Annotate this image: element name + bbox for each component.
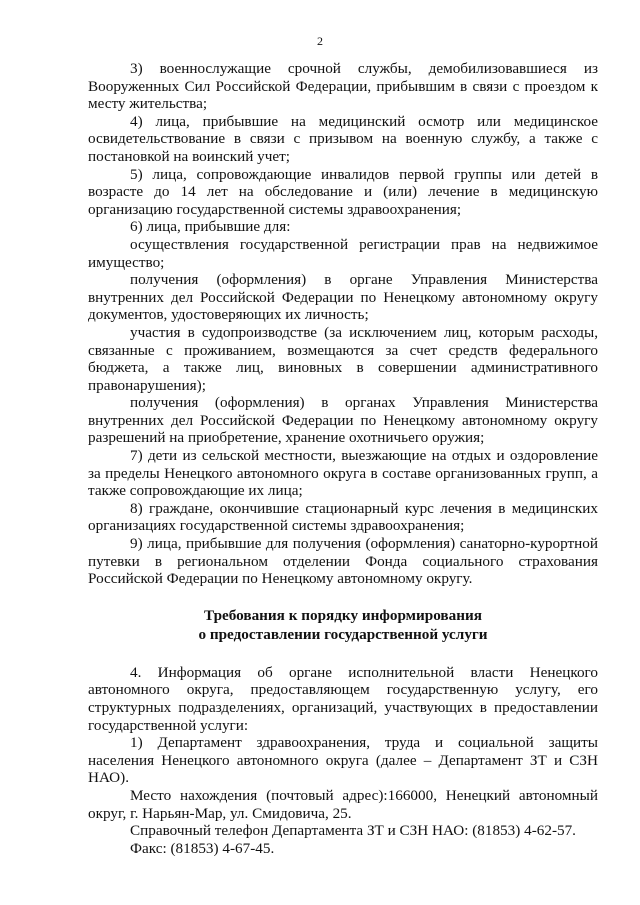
section-title-line-2: о предоставлении государственной услуги	[198, 625, 488, 643]
paragraph-fax: Факс: (81853) 4-67-45.	[130, 839, 275, 857]
paragraph-item-6: 6) лица, прибывшие для:	[130, 218, 291, 236]
paragraph-item-6-weapon-permits: получения (оформления) в органах Управления Министерства внутренних дел Российской Федерации по Ненецкому автономному округу разрешений на приобретение, хранение охотничьего оружия;	[88, 394, 598, 447]
paragraph-item-7: 7) дети из сельской местности, выезжающие на отдых и оздоровление за пределы Ненецкого автономного округа в составе организованных групп, а также сопровождающие их лица;	[88, 447, 598, 500]
paragraph-item-3: 3) военнослужащие срочной службы, демобилизовавшиеся из Вооруженных Сил Российской Федерации, прибывшим в связи с проездом к месту жительства;	[88, 60, 598, 113]
paragraph-item-4: 4) лица, прибывшие на медицинский осмотр или медицинское освидетельствование в связи с призывом на военную службу, а также с постановкой на воинский учет;	[88, 112, 598, 165]
paragraph-clause-4: 4. Информация об органе исполнительной власти Ненецкого автономного округа, предоставляющем государственную услугу, его структурных подразделениях, организаций, участвующих в предоставлении государственной услуги:	[88, 663, 598, 734]
page-number: 2	[317, 34, 323, 48]
section-title	[88, 606, 598, 644]
paragraph-address: Место нахождения (почтовый адрес):166000, Ненецкий автономный округ, г. Нарьян-Мар, ул. Смидовича, 25.	[88, 786, 598, 822]
paragraph-item-6-court-proceedings: участия в судопроизводстве (за исключением лиц, которым расходы, связанные с проживанием, возмещаются за счет средств федерального бюджета, а также лиц, виновных в совершении административного правонарушения);	[88, 323, 598, 394]
paragraph-item-5: 5) лица, сопровождающие инвалидов первой группы или детей в возрасте до 14 лет на обследование и (или) лечение в медицинскую организацию государственной системы здравоохранения;	[88, 165, 598, 218]
paragraph-item-8: 8) граждане, окончившие стационарный курс лечения в медицинских организациях государственной системы здравоохранения;	[88, 499, 598, 535]
paragraph-department: 1) Департамент здравоохранения, труда и социальной защиты населения Ненецкого автономного округа (далее – Департамент ЗТ и СЗН НАО).	[88, 734, 598, 787]
section-title-line-1: Требования к порядку информирования	[204, 606, 482, 624]
paragraph-item-6-identity-documents: получения (оформления) в органе Управления Министерства внутренних дел Российской Федерации по Ненецкому автономному округу документов, удостоверяющих их личность;	[88, 271, 598, 324]
document-body	[88, 60, 598, 857]
paragraph-item-6-registration: осуществления государственной регистрации прав на недвижимое имущество;	[88, 235, 598, 271]
paragraph-phone: Справочный телефон Департамента ЗТ и СЗН НАО: (81853) 4-62-57.	[130, 822, 576, 840]
paragraph-item-9: 9) лица, прибывшие для получения (оформления) санаторно-курортной путевки в региональном отделении Фонда социального страхования Российской Федерации по Ненецкому автономному округу.	[88, 535, 598, 588]
